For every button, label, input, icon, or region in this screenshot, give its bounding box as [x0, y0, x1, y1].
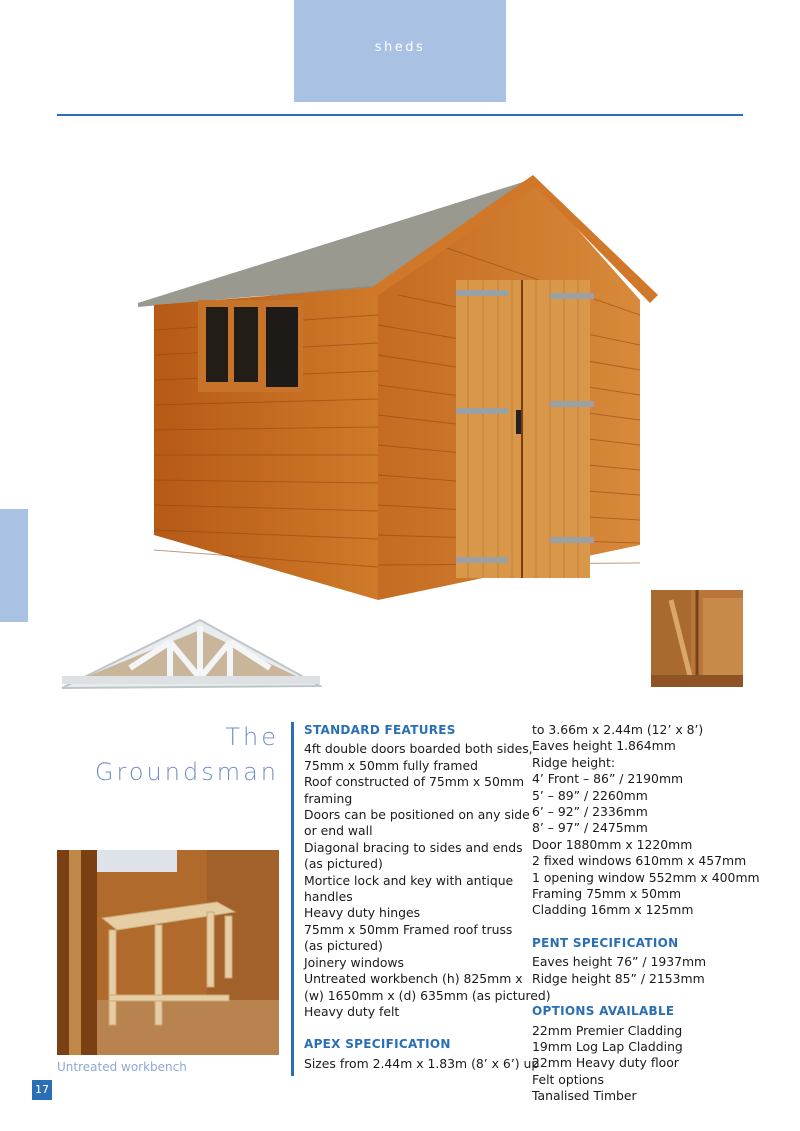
apex-line: 8’ – 97” / 2475mm [532, 820, 648, 836]
apex-line: to 3.66m x 2.44m (12’ x 8’) [532, 722, 704, 737]
feature-line: Mortice lock and key with antique [304, 872, 514, 888]
page-number: 17 [32, 1080, 52, 1100]
specification-column [532, 722, 760, 1105]
feature-line: 4ft double doors boarded both sides, [304, 741, 533, 757]
feature-line: (as pictured) [304, 856, 383, 872]
product-title-line2: Groundsman [94, 758, 279, 786]
feature-line: handles [304, 889, 353, 905]
feature-line: framing [304, 790, 353, 806]
feature-line: Doors can be positioned on any side [304, 807, 530, 823]
workbench-photo [57, 850, 279, 1055]
product-title [95, 720, 279, 790]
product-title-line1: The [225, 723, 279, 751]
pent-line: Ridge height 85” / 2153mm [532, 970, 705, 986]
apex-line: 5’ – 89” / 2260mm [532, 787, 648, 803]
option-line: 19mm Log Lap Cladding [532, 1038, 683, 1054]
standard-features-heading: STANDARD FEATURES [304, 723, 456, 737]
apex-line: Cladding 16mm x 125mm [532, 902, 694, 918]
column-divider [291, 722, 294, 1076]
option-line: Felt options [532, 1071, 604, 1087]
feature-line: or end wall [304, 823, 373, 839]
feature-line: Untreated workbench (h) 825mm x [304, 971, 523, 987]
feature-line: 75mm x 50mm Framed roof truss [304, 921, 513, 937]
option-line: 22mm Premier Cladding [532, 1022, 683, 1038]
apex-line: 4’ Front – 86” / 2190mm [532, 771, 684, 787]
apex-line: Ridge height: [532, 754, 616, 770]
feature-line: Diagonal bracing to sides and ends [304, 839, 523, 855]
feature-line: Heavy duty felt [304, 1003, 400, 1019]
apex-specification-heading: APEX SPECIFICATION [304, 1037, 451, 1052]
apex-line: 6’ – 92” / 2336mm [532, 804, 648, 820]
roof-truss-photo [60, 618, 322, 690]
feature-line: Heavy duty hinges [304, 905, 421, 921]
apex-line: Sizes from 2.44m x 1.83m (8’ x 6’) up [304, 1055, 540, 1071]
option-line: Tanalised Timber [532, 1088, 637, 1104]
feature-line: (as pictured) [304, 938, 383, 954]
interior-bracing-photo [651, 590, 743, 687]
workbench-caption: Untreated workbench [57, 1060, 187, 1074]
feature-line: 75mm x 50mm fully framed [304, 757, 478, 773]
feature-line: (w) 1650mm x (d) 635mm (as pictured) [304, 987, 551, 1003]
pent-specification-heading: PENT SPECIFICATION [532, 935, 679, 950]
feature-line: Joinery windows [304, 954, 404, 970]
options-available-heading: OPTIONS AVAILABLE [532, 1004, 675, 1019]
section-header-tab [294, 0, 506, 102]
apex-line: Door 1880mm x 1220mm [532, 836, 693, 852]
apex-line: 1 opening window 552mm x 400mm [532, 869, 760, 885]
feature-line: Roof constructed of 75mm x 50mm [304, 774, 525, 790]
apex-line: Eaves height 1.864mm [532, 738, 676, 754]
side-tab [0, 509, 28, 622]
pent-line: Eaves height 76” / 1937mm [532, 954, 707, 970]
header-rule [57, 114, 743, 116]
section-title: sheds [374, 40, 426, 55]
apex-line: 2 fixed windows 610mm x 457mm [532, 853, 747, 869]
features-column [304, 722, 551, 1072]
apex-line: Framing 75mm x 50mm [532, 886, 682, 902]
option-line: 22mm Heavy duty floor [532, 1055, 679, 1071]
shed-photo [138, 165, 658, 605]
